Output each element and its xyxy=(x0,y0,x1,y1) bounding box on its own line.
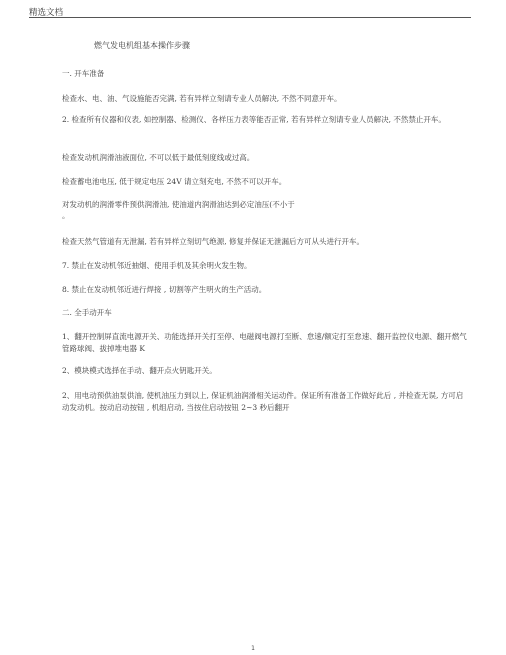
section1-item-5: 对发动机的润滑零件预供润滑油, 使油道内润滑油达到必定油压(不小于 xyxy=(62,200,295,209)
section1-item-4: 检查蓄电池电压, 低于规定电压 24V 请立刻充电, 不然不可以开车。 xyxy=(62,177,287,186)
section1-heading: 一. 开车准备 xyxy=(62,69,105,78)
document-title: 燃气发电机组基本操作步骤 xyxy=(94,41,190,50)
section1-item-7: 7. 禁止在发动机邻近抽烟、使用手机及其余明火发生物。 xyxy=(62,261,252,270)
section2-item-1: 1、翻开控制屏直流电源开关、功能选择开关打至停、电磁阀电源打至断、怠速/额定打至怠速、翻开监控仪电源、翻开燃气管路球阀、拔掉堆电器 K xyxy=(62,332,467,353)
section1-item-3: 检查发动机润滑油液面位, 不可以低于最低刻度线或过高。 xyxy=(62,153,255,162)
header-label: 精选文档 xyxy=(29,8,64,18)
header-divider xyxy=(29,17,471,18)
section1-item-8: 8. 禁止在发动机邻近进行焊接 , 切割等产生明火的生产活动。 xyxy=(62,285,267,294)
section2-item-2: 2、模块模式选择在手动、翻开点火钥匙开关。 xyxy=(62,366,217,375)
section1-item-1: 检查水、电、油、气设施能否完满, 若有异样立刻请专业人员解决, 不然不同意开车。 xyxy=(62,94,342,103)
section1-item-5-end: 。 xyxy=(62,211,70,220)
page-number: 1 xyxy=(251,645,255,652)
section1-item-2: 2. 检查所有仪器和仪表, 如控制器、检测仪、各样压力表等能否正常, 若有异样立刻请专业人员解决, 不然禁止开车。 xyxy=(62,115,446,124)
section2-heading: 二. 全手动开车 xyxy=(62,308,112,317)
section2-item-3: 2、用电动预供油泵供油, 使机油压力到以上, 保证机油润滑相关运动件。保证所有准备工作做好此后 , 并检查无误, 方可启动发动机。按动启动按钮 , 机组启动, 当按住启动按钮 2~3 秒后翻开 xyxy=(62,391,464,412)
section1-item-6: 检查天然气管道有无泄漏, 若有异样立刻切气绝源, 修复并保证无泄漏后方可从头进行开车。 xyxy=(62,237,365,246)
